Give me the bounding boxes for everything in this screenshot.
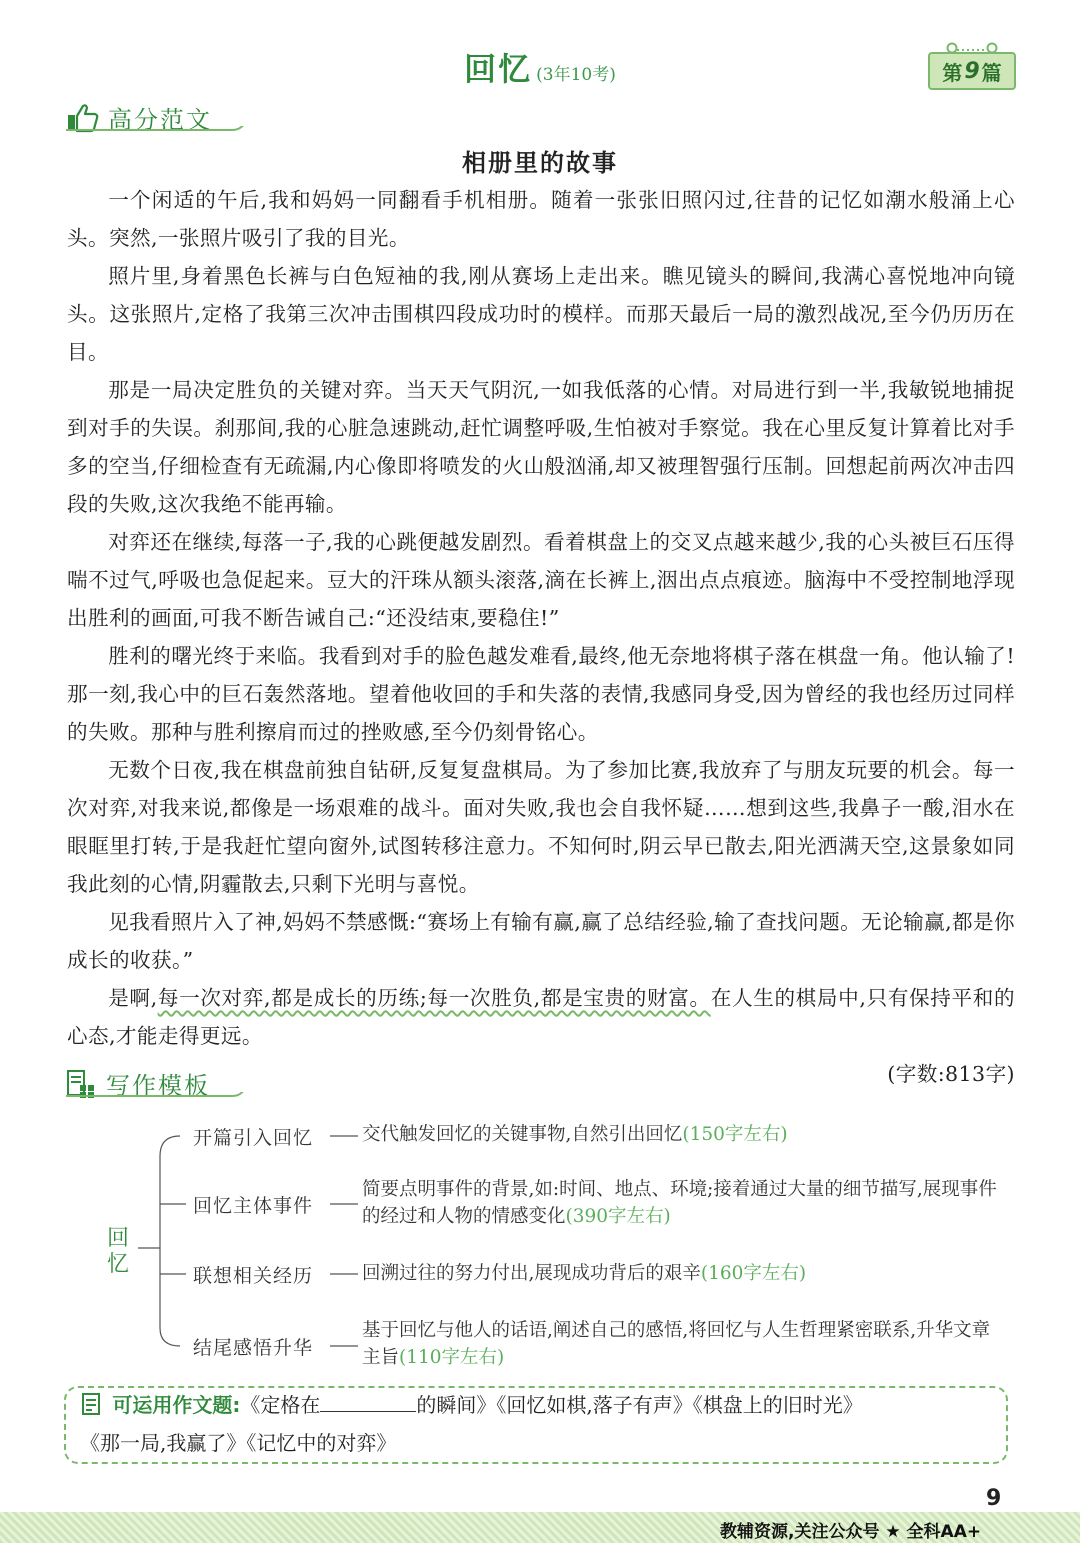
essay-title: 相册里的故事 bbox=[462, 149, 618, 177]
template-label: 开篇引入回忆 bbox=[193, 1127, 314, 1149]
template-label: 结尾感悟升华 bbox=[193, 1337, 314, 1359]
chapter-suffix: 篇 bbox=[981, 60, 1002, 85]
section-underline bbox=[66, 1092, 246, 1102]
template-desc-text: 回溯过往的努力付出,展现成功背后的艰辛 bbox=[362, 1263, 701, 1284]
template-root: 回忆 bbox=[106, 1226, 129, 1277]
essay-body bbox=[67, 181, 1015, 1093]
template-label: 回忆主体事件 bbox=[193, 1195, 314, 1217]
fill-in-blank bbox=[320, 1395, 416, 1412]
essay-paragraph: 对弈还在继续,每落一子,我的心跳便越发剧烈。看着棋盘上的交叉点越来越少,我的心头被巨石压得喘不过气,呼吸也急促起来。豆大的汗珠从额头滚落,滴在长裤上,洇出点点痕迹。脑海中不受控制地浮现出胜利的画面,可我不断告诫自己:“还没结束,要稳住!” bbox=[67, 530, 1015, 630]
notepad-icon bbox=[80, 1392, 106, 1416]
topic-title: 《棋盘上的旧时光》 bbox=[692, 1393, 863, 1417]
footer-note: 教辅资源,关注公众号 ★ 全科AA+ bbox=[720, 1522, 982, 1542]
template-word-count: (110字左右) bbox=[399, 1347, 505, 1368]
section-underline bbox=[66, 126, 246, 136]
template-desc-text: 简要点明事件的背景,如:时间、地点、环境;接着通过大量的细节描写,展现事件的经过和人物的情感变化 bbox=[362, 1179, 997, 1227]
template-description bbox=[362, 1121, 1002, 1148]
chapter-badge bbox=[928, 52, 1016, 90]
essay-text: 在人生的棋局中,只有保持平和的心态,才能走得更远。 bbox=[67, 986, 1015, 1048]
chapter-number: 9 bbox=[964, 58, 980, 84]
essay-paragraph-final bbox=[67, 979, 1015, 1055]
essay-text: 是啊, bbox=[108, 986, 158, 1010]
template-description bbox=[362, 1260, 1002, 1287]
template-tree-lines bbox=[130, 1120, 370, 1360]
page-number: 9 bbox=[986, 1486, 1002, 1511]
essay-paragraph: 照片里,身着黑色长裤与白色短袖的我,刚从赛场上走出来。瞧见镜头的瞬间,我满心喜悦地冲向镜头。这张照片,定格了我第三次冲击围棋四段成功时的模样。而那天最后一局的激烈战况,至今仍历历在目。 bbox=[67, 264, 1015, 364]
template-word-count: (150字左右) bbox=[682, 1124, 788, 1145]
template-desc-text: 基于回忆与他人的话语,阐述自己的感悟,将回忆与人生哲理紧密联系,升华文章主旨 bbox=[362, 1320, 991, 1368]
template-description bbox=[362, 1176, 1002, 1230]
topic-title: 《那一局,我赢了》 bbox=[80, 1431, 247, 1455]
section-template-label: 写作模板 bbox=[106, 1072, 210, 1100]
template-word-count: (390字左右) bbox=[565, 1206, 671, 1227]
topics-lead: 可运用作文题: bbox=[112, 1393, 241, 1417]
topic-title: 《记忆中的对弈》 bbox=[246, 1431, 397, 1455]
essay-paragraph: 见我看照片入了神,妈妈不禁感慨:“赛场上有输有赢,赢了总结经验,输了查找问题。无论输赢,都是你成长的收获。” bbox=[67, 910, 1015, 972]
template-description bbox=[362, 1317, 1002, 1371]
essay-paragraph: 无数个日夜,我在棋盘前独自钻研,反复复盘棋局。为了参加比赛,我放弃了与朋友玩要的机会。每一次对弈,对我来说,都像是一场艰难的战斗。面对失败,我也会自我怀疑……想到这些,我鼻子一酸,泪水在眼眶里打转,于是我赶忙望向窗外,试图转移注意力。不知何时,阴云早已散去,阳光洒满天空,这景象如同我此刻的心情,阴霾散去,只剩下光明与喜悦。 bbox=[67, 758, 1015, 896]
title-char-2: 忆 bbox=[498, 50, 533, 88]
template-desc-text: 交代触发回忆的关键事物,自然引出回忆 bbox=[362, 1124, 683, 1145]
essay-paragraph: 那是一局决定胜负的关键对弈。当天天气阴沉,一如我低落的心情。对局进行到一半,我敏锐地捕捉到对手的失误。刹那间,我的心脏急速跳动,赶忙调整呼吸,生怕被对手察觉。我在心里反复计算着比对手多的空当,仔细检查有无疏漏,内心像即将喷发的火山般汹涌,却又被理智强行压制。回想起前两次冲击四段的失败,这次我绝不能再输。 bbox=[67, 378, 1015, 516]
template-word-count: (160字左右) bbox=[700, 1263, 807, 1284]
word-count: (字数:813字) bbox=[887, 1062, 1015, 1086]
highlighted-sentence: 每一次对弈,都是成长的历练;每一次胜负,都是宝贵的财富。 bbox=[157, 986, 711, 1010]
section-model-essay-label: 高分范文 bbox=[108, 106, 212, 134]
title-note: (3年10考) bbox=[536, 65, 616, 85]
title-char-1: 回 bbox=[464, 50, 499, 88]
topics bbox=[80, 1386, 1010, 1462]
topic-title: 《定格在 bbox=[240, 1393, 321, 1417]
essay-paragraph: 一个闲适的午后,我和妈妈一同翻看手机相册。随着一张张旧照闪过,往昔的记忆如潮水般涌上心头。突然,一张照片吸引了我的目光。 bbox=[67, 188, 1015, 250]
topic-title: 的瞬间》 bbox=[416, 1393, 497, 1417]
essay-paragraph: 胜利的曙光终于来临。我看到对手的脸色越发难看,最终,他无奈地将棋子落在棋盘一角。他认输了!那一刻,我心中的巨石轰然落地。望着他收回的手和失落的表情,我感同身受,因为曾经的我也经历过同样的失败。那种与胜利擦肩而过的挫败感,至今仍刻骨铭心。 bbox=[67, 644, 1015, 744]
template-label: 联想相关经历 bbox=[193, 1265, 314, 1287]
page-title bbox=[0, 44, 1080, 90]
chapter-prefix: 第 bbox=[942, 60, 963, 85]
topic-title: 《回忆如棋,落子有声》 bbox=[496, 1393, 693, 1417]
